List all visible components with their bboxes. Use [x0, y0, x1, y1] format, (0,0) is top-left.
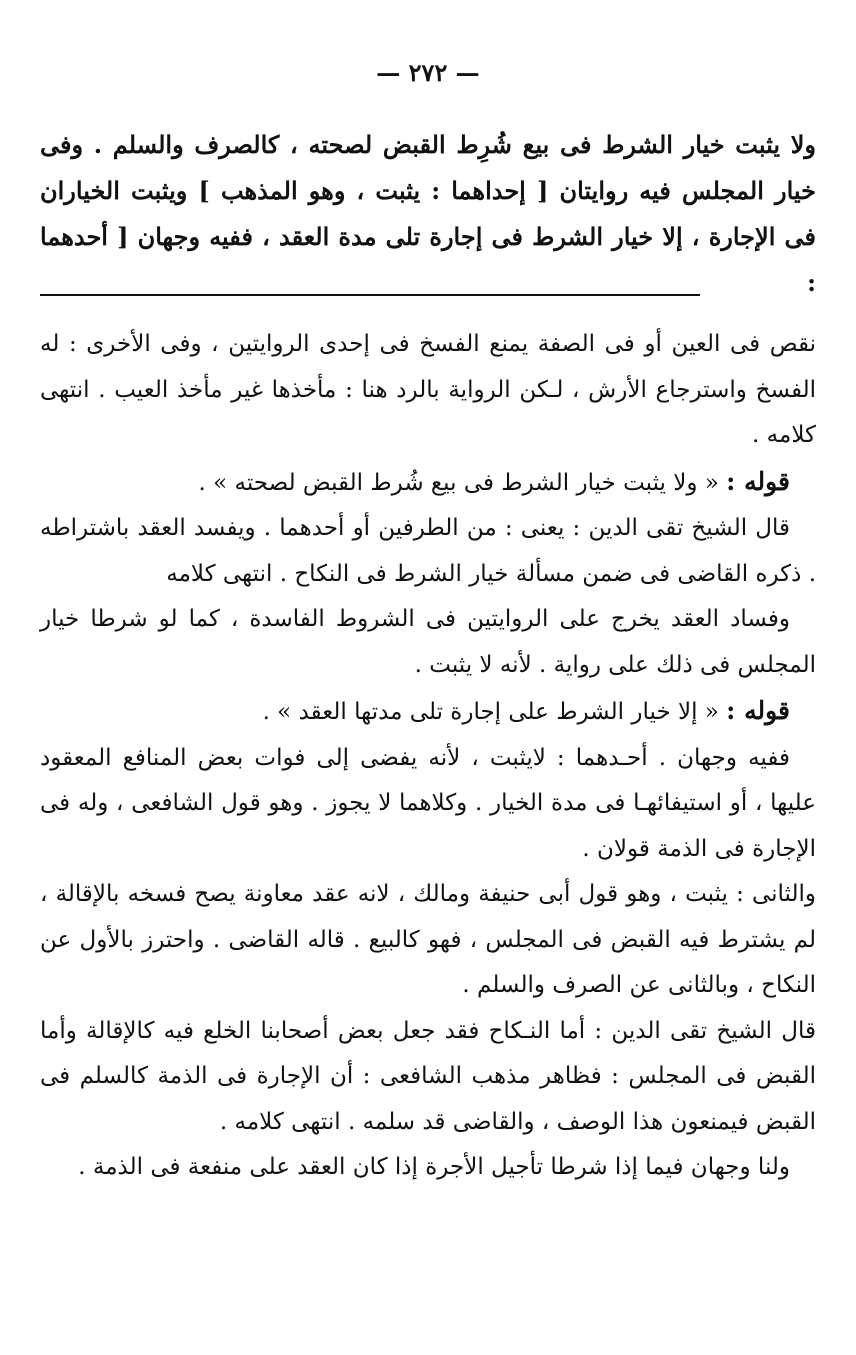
- page-number: — ٢٧٢ —: [376, 58, 480, 87]
- main-text-paragraph: ولا يثبت خيار الشرط فى بيع شُرِط القبض لصحته ، كالصرف والسلم . وفى خيار المجلس فيه روايتان [ إحداهما : يثبت ، وهو المذهب ] ويثبت الخياران فى الإجارة ، إلا خيار الشرط فى إجارة تلى مدة العقد ، ففيه وجهان [ أحدهما :: [40, 130, 816, 297]
- commentary-paragraph: وفساد العقد يخرج على الروايتين فى الشروط الفاسدة ، كما لو شرطا خيار المجلس فى ذلك على رواية . لأنه لا يثبت .: [40, 606, 816, 678]
- separator-rule: [40, 294, 700, 296]
- quote-text: « ولا يثبت خيار الشرط فى بيع شُرط القبض لصحته » .: [198, 469, 719, 496]
- quote-paragraph: [40, 688, 816, 736]
- commentary-paragraph: نقص فى العين أو فى الصفة يمنع الفسخ فى إحدى الروايتين ، وفى الأخرى : له الفسخ واسترجاع الأرش ، لـكن الرواية بالرد هنا : مأخذها غير مأخذ العيب . انتهى كلامه .: [40, 331, 816, 448]
- quote-paragraph: [40, 459, 816, 507]
- commentary-paragraph: ولنا وجهان فيما إذا شرطا تأجيل الأجرة إذا كان العقد على منفعة فى الذمة .: [78, 1154, 790, 1180]
- main-text: [40, 122, 816, 306]
- commentary-paragraph: ففيه وجهان . أحـدهما : لايثبت ، لأنه يفضى إلى فوات بعض المنافع المعقود عليها ، أو استيفائهـا فى مدة الخيار . وكلاهما لا يجوز . وهو قول الشافعى ، وله فى الإجارة فى الذمة قولان .: [40, 744, 816, 862]
- commentary-paragraph: قال الشيخ تقى الدين : يعنى : من الطرفين أو أحدهما . ويفسد العقد باشتراطه . ذكره القاضى فى ضمن مسألة خيار الشرط فى النكاح . انتهى كلامه: [40, 515, 816, 587]
- quote-label: قوله :: [726, 466, 790, 496]
- quote-label: قوله :: [726, 696, 790, 725]
- quote-text: « إلا خيار الشرط على إجارة تلى مدتها العقد » .: [262, 699, 719, 725]
- commentary-paragraph: قال الشيخ تقى الدين : أما النـكاح فقد جعل بعض أصحابنا الخلع فيه كالإقالة وأما القبض فى المجلس : فظاهر مذهب الشافعى : أن الإجارة فى الذمة كالسلم فى القبض فيمنعون هذا الوصف ، والقاضى قد سلمه . انتهى كلامه .: [40, 1017, 816, 1135]
- commentary-paragraph: والثانى : يثبت ، وهو قول أبى حنيفة ومالك ، لانه عقد معاونة يصح فسخه بالإقالة ، لم يشترط فيه القبض فى المجلس ، فهو كالبيع . قاله القاضى . واحترز بالأول عن النكاح ، وبالثانى عن الصرف والسلم .: [40, 881, 816, 998]
- commentary: [40, 322, 816, 1191]
